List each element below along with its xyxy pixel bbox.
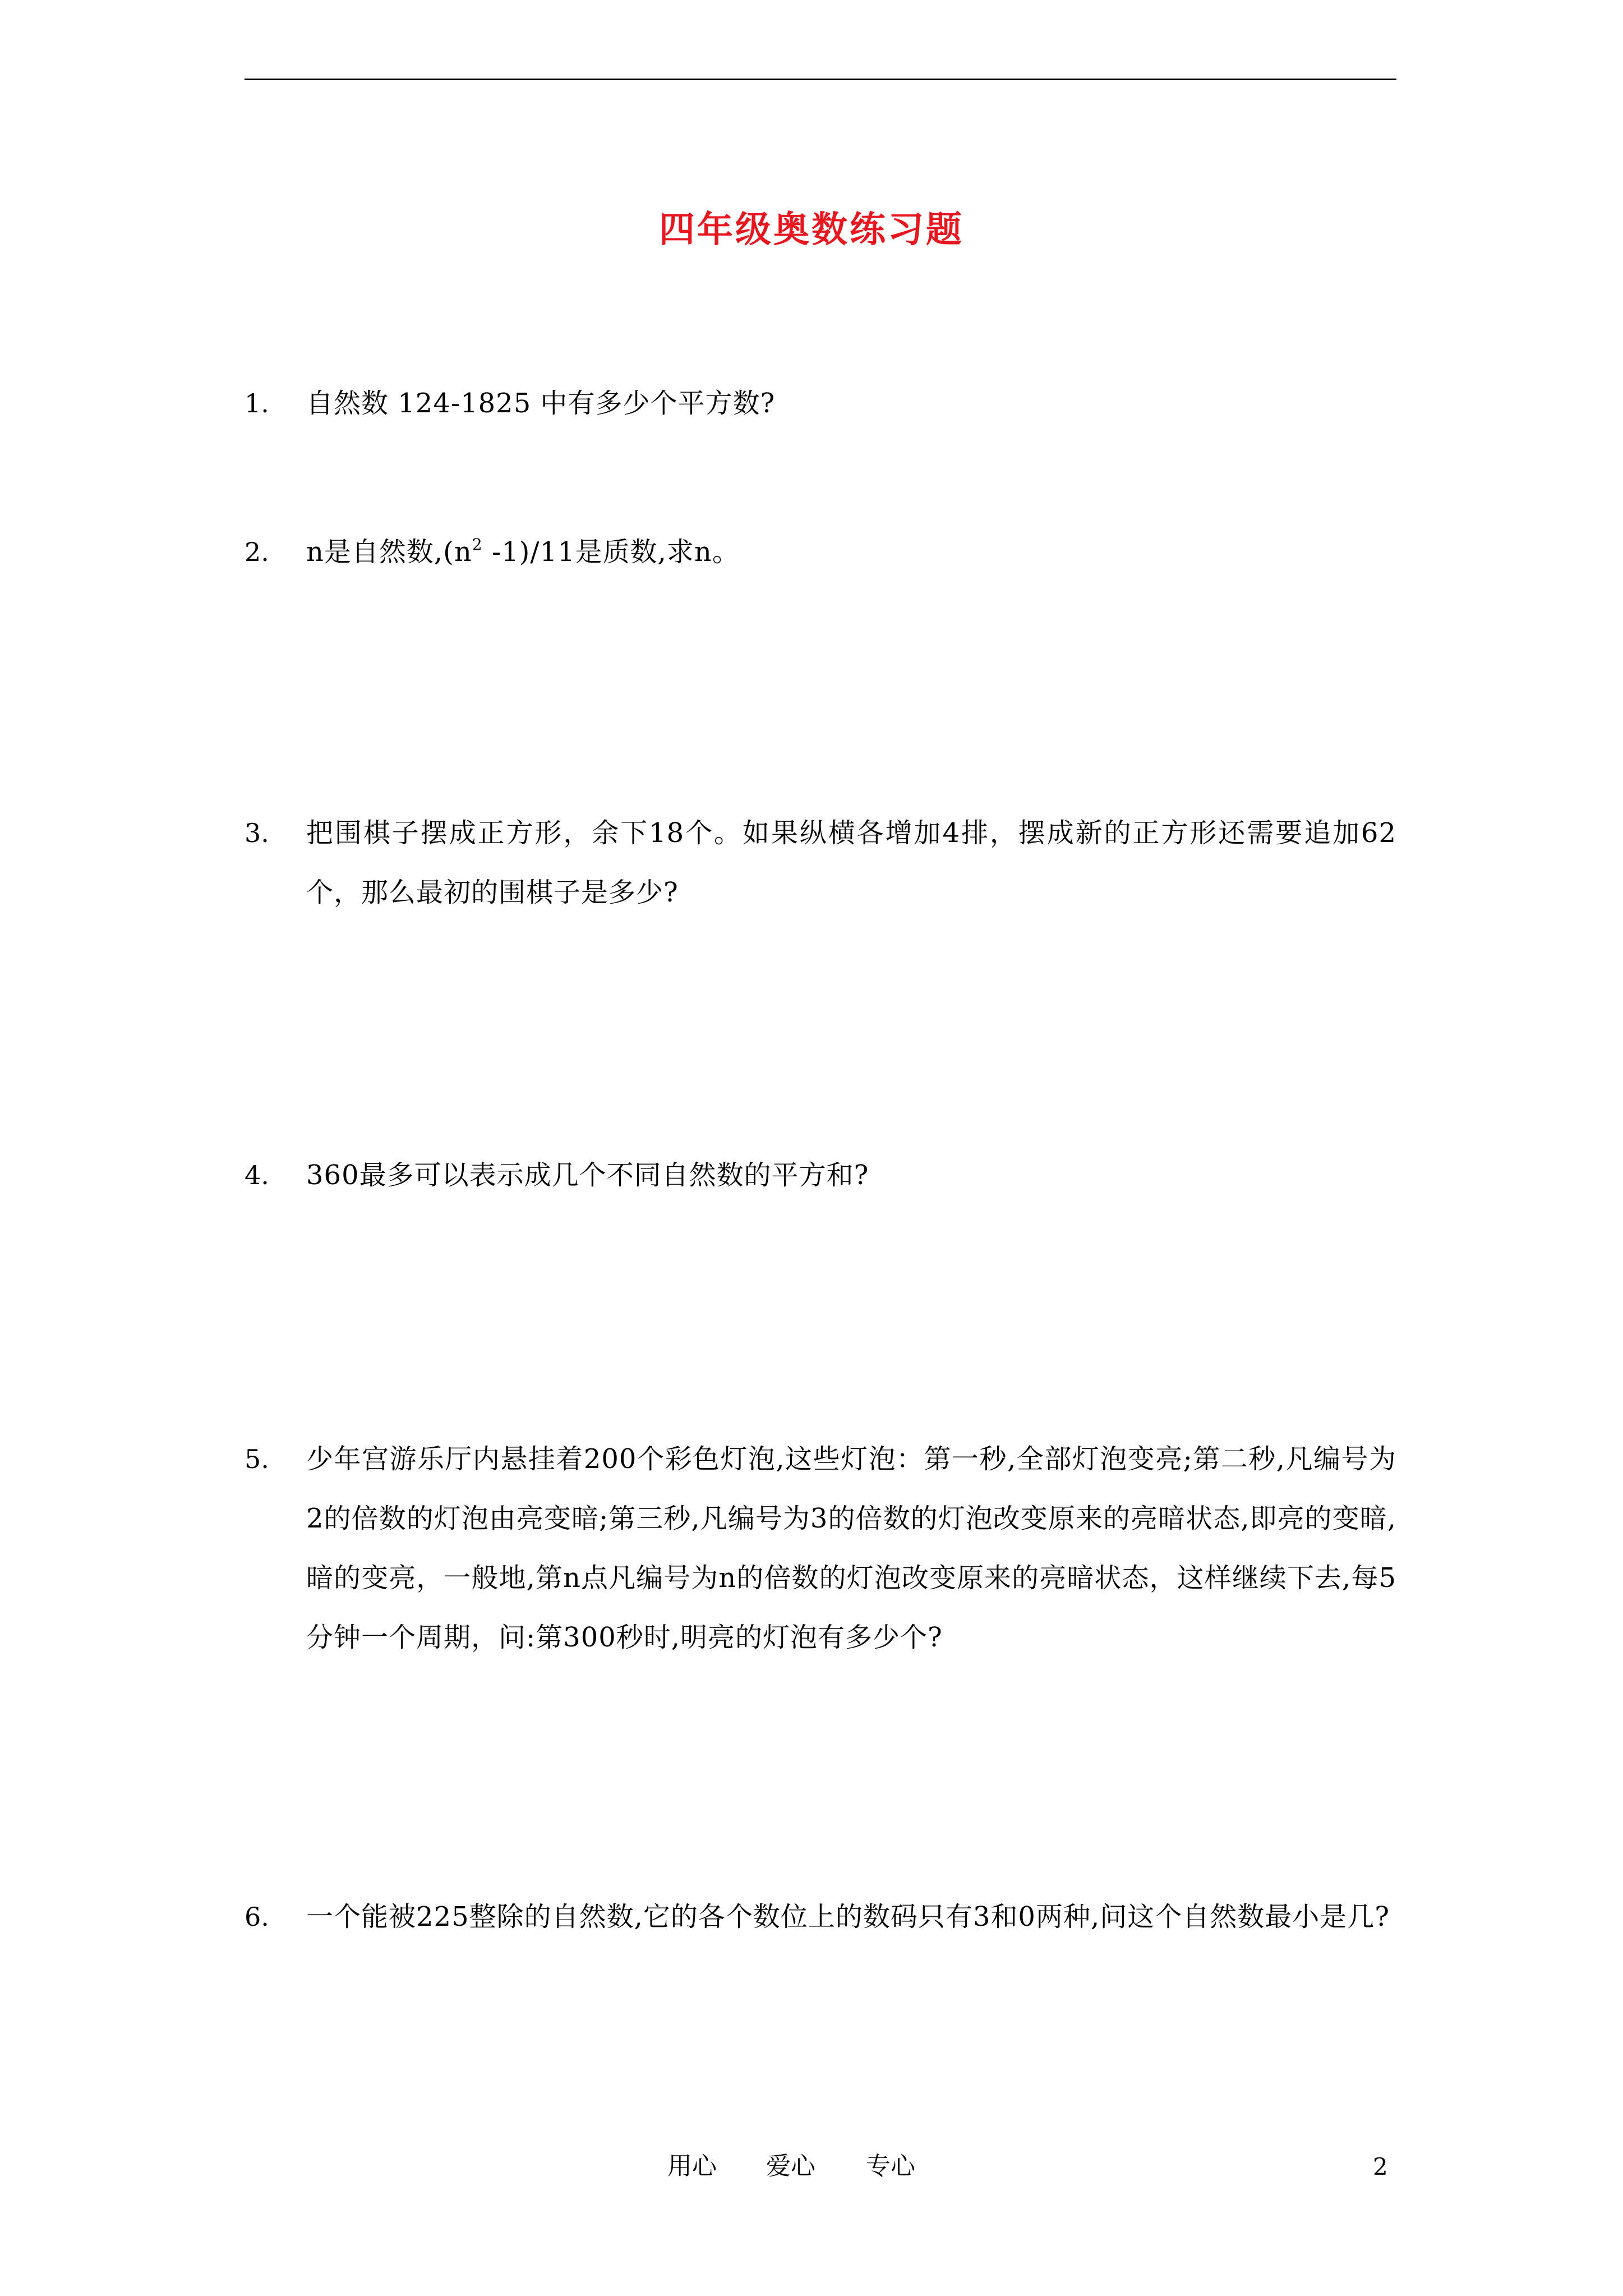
question-text: 自然数 124-1825 中有多少个平方数? — [306, 388, 776, 419]
question-text — [306, 522, 1396, 582]
question-number: 6. — [245, 1902, 269, 1932]
header-rule — [245, 79, 1396, 80]
question-text: 把围棋子摆成正方形，余下18个。如果纵横各增加4排，摆成新的正方形还需要追加62个，那么最初的围棋子是多少? — [306, 817, 1396, 908]
question-text-part: -1)/11是质数,求n。 — [482, 536, 740, 568]
page-title: 四年级奥数练习题 — [659, 209, 964, 251]
footer-motto-2: 爱心 — [766, 2152, 815, 2180]
page-number: 2 — [1373, 2153, 1388, 2180]
question-number: 3. — [245, 818, 269, 848]
footer-motto-3: 专心 — [866, 2152, 915, 2180]
question-text-part: n是自然数,(n — [306, 536, 472, 568]
question-number: 2. — [245, 537, 269, 567]
question-number: 4. — [245, 1160, 269, 1190]
question-text: 少年宫游乐厅内悬挂着200个彩色灯泡,这些灯泡：第一秒,全部灯泡变亮;第二秒,凡编号为2的倍数的灯泡由亮变暗;第三秒,凡编号为3的倍数的灯泡改变原来的亮暗状态,即亮的变暗,暗的变亮，一般地,第n点凡编号为n的倍数的灯泡改变原来的亮暗状态，这样继续下去,每5分钟一个周期，问:第300秒时,明亮的灯泡有多少个? — [306, 1443, 1396, 1653]
question-number: 1. — [245, 388, 269, 418]
question-number: 5. — [245, 1444, 269, 1474]
question-text: 360最多可以表示成几个不同自然数的平方和? — [306, 1159, 869, 1191]
footer-motto-1: 用心 — [667, 2152, 717, 2180]
question-text: 一个能被225整除的自然数,它的各个数位上的数码只有3和0两种,问这个自然数最小是几? — [306, 1901, 1390, 1932]
superscript-exponent: 2 — [472, 535, 483, 554]
